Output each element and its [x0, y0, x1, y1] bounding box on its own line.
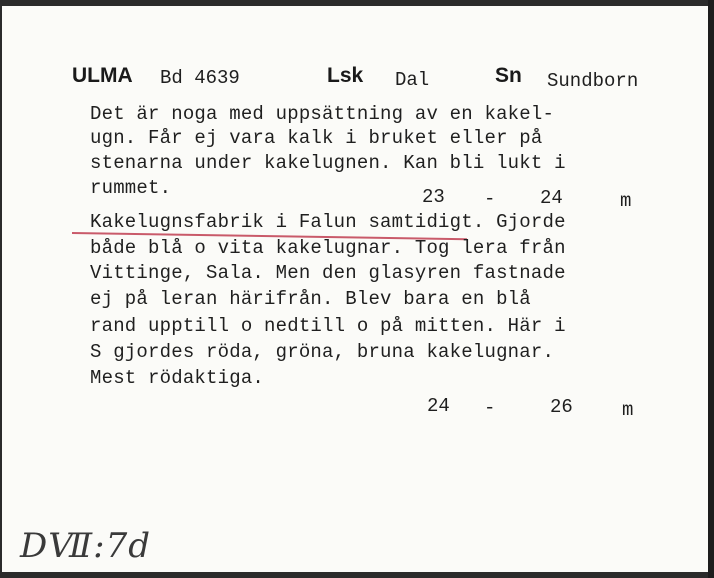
- index-card: [2, 6, 710, 572]
- page-ref-dash: -: [484, 188, 496, 210]
- socken-value: Sundborn: [547, 70, 639, 92]
- page-ref-to: 24: [540, 187, 563, 209]
- archive-signature: DⅦ:7d: [20, 526, 151, 566]
- text-line: Kakelugnsfabrik i Falun samtidigt. Gjorde: [90, 211, 566, 233]
- text-line: Det är noga med uppsättning av en kakel-: [90, 103, 555, 125]
- text-line: ej på leran härifrån. Blev bara en blå: [90, 288, 531, 310]
- place-label: ULMA: [72, 64, 133, 87]
- page-ref-unit: m: [620, 190, 632, 212]
- text-line: Vittinge, Sala. Men den glasyren fastnade: [90, 262, 566, 284]
- landskap-value: Dal: [395, 69, 430, 91]
- scan-edge: [708, 0, 714, 578]
- text-line: rand upptill o nedtill o på mitten. Här i: [90, 315, 566, 337]
- text-line: Mest rödaktiga.: [90, 367, 265, 389]
- socken-label: Sn: [495, 64, 522, 87]
- page-ref-from: 24: [427, 395, 450, 417]
- bd-number: Bd 4639: [160, 67, 240, 89]
- text-line: rummet.: [90, 177, 172, 199]
- text-line: både blå o vita kakelugnar. Tog lera från: [90, 237, 566, 259]
- text-line: stenarna under kakelugnen. Kan bli lukt i: [90, 152, 566, 174]
- page-ref-to: 26: [550, 396, 573, 418]
- text-line: S gjordes röda, gröna, bruna kakelugnar.: [90, 341, 555, 363]
- page-ref-unit: m: [622, 399, 634, 421]
- landskap-label: Lsk: [327, 64, 364, 87]
- page-ref-from: 23: [422, 186, 445, 208]
- page-ref-dash: -: [484, 397, 496, 419]
- text-line: ugn. Får ej vara kalk i bruket eller på: [90, 127, 543, 149]
